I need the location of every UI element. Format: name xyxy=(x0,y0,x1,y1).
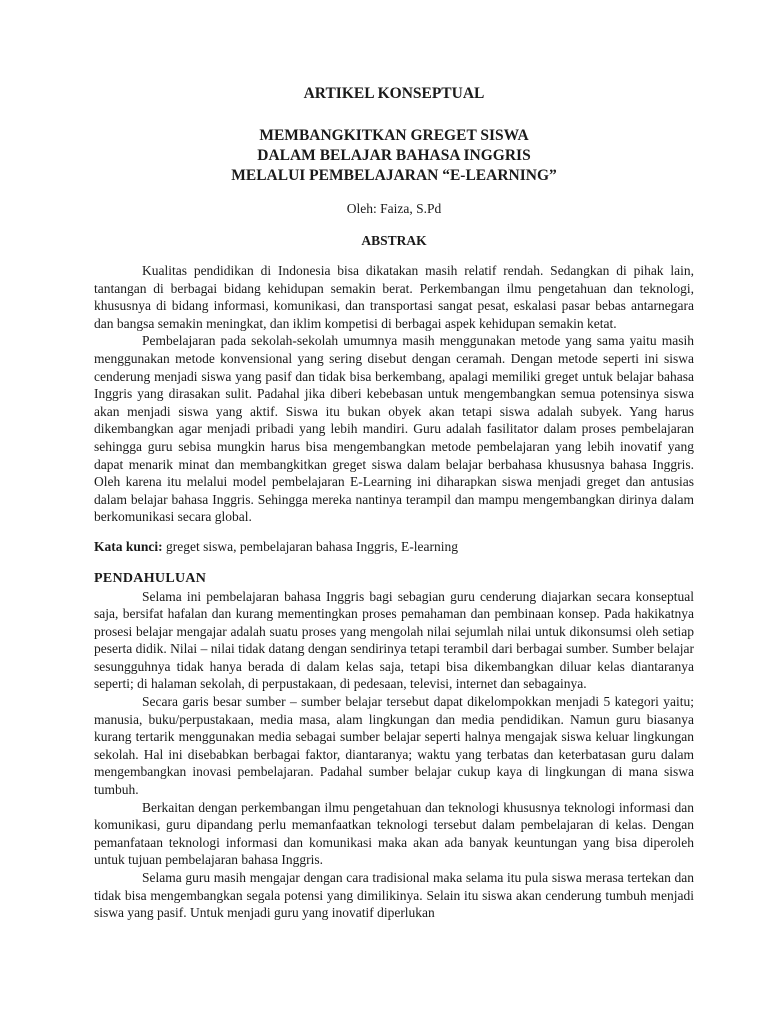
article-type-heading: ARTIKEL KONSEPTUAL xyxy=(303,85,485,102)
keywords-label: Kata kunci: xyxy=(94,538,163,554)
introduction-paragraph: Secara garis besar sumber – sumber belajar tersebut dapat dikelompokkan menjadi 5 kategori yaitu; manusia, buku/perpustakaan, media masa, alam lingkungan dan media pendidikan. Namun guru biasanya kurang tertarik menggunakan media sebagai sumber belajar seperti halnya mengajak siswa keluar lingkungan sekolah. Hal ini disebabkan berbagai faktor, diantaranya; waktu yang terbatas dan keterbatasan guru dalam mengembangkan inovasi pembelajaran. Padahal sumber belajar cukup kaya di lingkungan di mana siswa tumbuh. xyxy=(94,694,694,798)
author-line: Oleh: Faiza, S.Pd xyxy=(346,201,442,216)
title-line: MELALUI PEMBELAJARAN “E-LEARNING” xyxy=(231,167,557,184)
abstract-paragraph: Pembelajaran pada sekolah-sekolah umumnya masih menggunakan metode yang sama yaitu masih menggunakan metode konvensional yang sering disebut dengan ceramah. Dengan metode seperti ini siswa cenderung menjadi siswa yang pasif dan tidak bisa berkembang, apalagi memiliki greget untuk belajar bahasa Inggris yang dirasakan sulit. Padahal jika diberi kebebasan untuk mengembangkan semua potensinya siswa akan menjadi siswa yang aktif. Siswa itu bukan obyek akan tetapi siswa adalah subyek. Yang harus dikembangkan agar menjadi pribadi yang lebih mandiri. Guru adalah fasilitator dalam proses pembelajaran sehingga guru sebisa mungkin harus bisa mengembangkan metode pembelajaran yang lebih inovatif yang dapat menarik minat dan membangkitkan greget siswa dalam belajar berbahasa khususnya bahasa Inggris. Oleh karena itu melalui model pembelajaran E-Learning ini diharapkan siswa menjadi greget dan antusias dalam belajar bahasa Inggris. Sehingga mereka nantinya terampil dan mampu mengembangkan dirinya dalam berkomunikasi secara global. xyxy=(94,333,694,525)
section-heading-introduction: PENDAHULUAN xyxy=(94,570,207,586)
title-line: MEMBANGKITKAN GREGET SISWA xyxy=(259,127,529,144)
abstract-paragraph: Kualitas pendidikan di Indonesia bisa dikatakan masih relatif rendah. Sedangkan di pihak lain, tantangan di berbagai bidang kehidupan semakin berat. Perkembangan ilmu pengetahuan dan teknologi, khususnya di bidang informasi, komunikasi, dan transportasi sangat pesat, eskalasi pasar bebas antarnegara dan bangsa semakin meningkat, dan iklim kompetisi di berbagai aspek kehidupan semakin ketat. xyxy=(94,263,694,331)
abstract-heading: ABSTRAK xyxy=(361,233,427,248)
introduction-paragraph: Berkaitan dengan perkembangan ilmu pengetahuan dan teknologi khususnya teknologi informasi dan komunikasi, guru dipandang perlu memanfaatkan teknologi tersebut dalam pembelajaran di kelas. Dengan pemanfataan teknologi informasi dan komunikasi maka akan ada banyak keuntungan yang bisa diperoleh untuk tujuan pembelajaran bahasa Inggris. xyxy=(94,799,694,868)
document-page xyxy=(94,84,694,922)
introduction-paragraph: Selama guru masih mengajar dengan cara tradisional maka selama itu pula siswa merasa tertekan dan tidak bisa mengembangkan segala potensi yang dimilikinya. Selain itu siswa akan cenderung tumbuh menjadi siswa yang pasif. Untuk menjadi guru yang inovatif diperlukan xyxy=(94,870,694,921)
introduction-paragraph: Selama ini pembelajaran bahasa Inggris bagi sebagian guru cenderung diajarkan secara konseptual saja, bersifat hafalan dan kurang mementingkan proses pemahaman dan pembinaan konsep. Pada hakikatnya prosesi belajar mengajar adalah suatu proses yang mengolah nilai sejumlah nilai untuk dikonsumsi oleh setiap peserta didik. Nilai – nilai tidak datang dengan sendirinya tetapi terambil dari berbagai sumber. Sumber belajar sesungguhnya tidak hanya berada di dalam kelas saja, tetapi bisa dikembangkan diluar kelas diantaranya seperti; di halaman sekolah, di perpustakaan, di pedesaan, televisi, internet dan sebagainya. xyxy=(94,588,694,692)
title-line: DALAM BELAJAR BAHASA INGGRIS xyxy=(257,147,531,164)
abstract-body xyxy=(94,262,694,526)
keywords-text: greget siswa, pembelajaran bahasa Inggris, E-learning xyxy=(166,538,459,554)
article-title xyxy=(94,126,694,186)
introduction-body xyxy=(94,588,694,922)
keywords xyxy=(94,538,694,556)
